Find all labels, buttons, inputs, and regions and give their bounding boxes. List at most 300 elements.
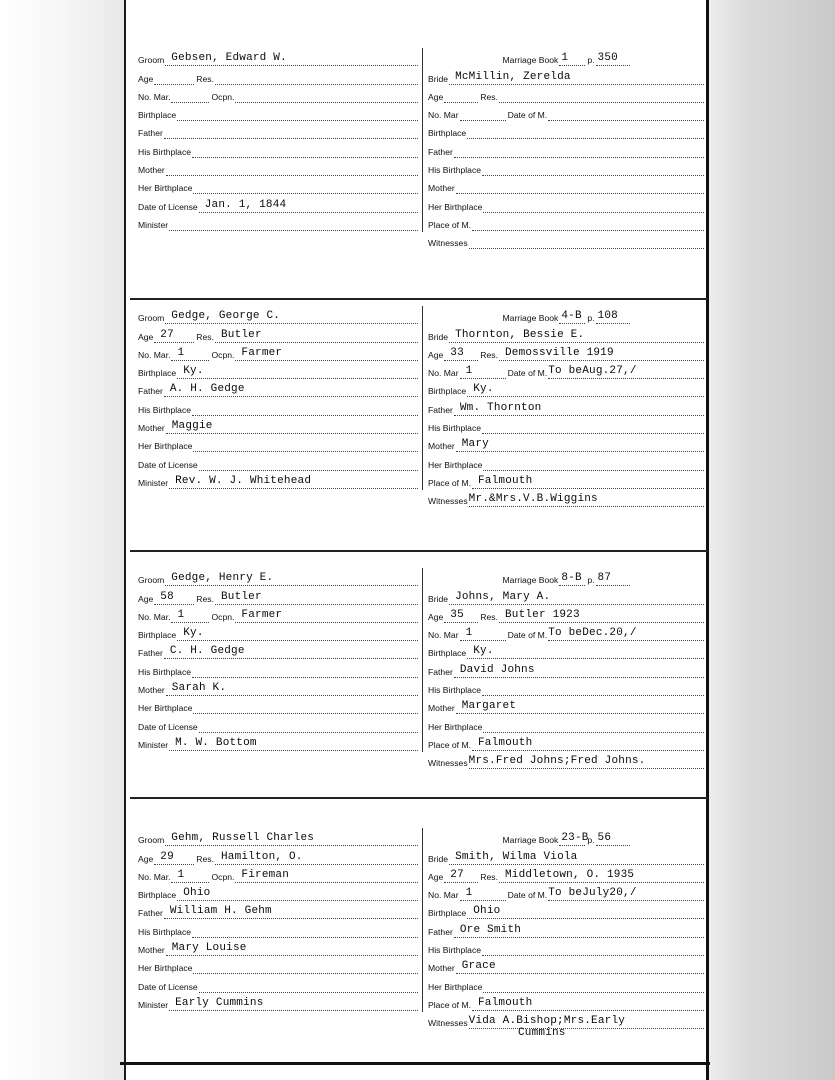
groom-mother-field (166, 683, 418, 696)
age-label: Age (428, 871, 444, 882)
groom-name-field (165, 311, 418, 324)
groom-his-birthplace-field (192, 665, 418, 678)
birthplace-label: Birthplace (428, 128, 467, 139)
date-of-m-field (548, 888, 704, 901)
license-row (138, 452, 420, 470)
groom-father-field (164, 906, 418, 919)
place-of-m-label: Place of M. (428, 999, 471, 1010)
res-label: Res. (480, 871, 498, 882)
ocpn-label: Ocpn. (211, 611, 235, 622)
her-birthplace-label: Her Birthplace (138, 963, 193, 974)
birthplace-label: Birthplace (428, 386, 467, 397)
column-rule (422, 48, 423, 232)
place-of-m-row (428, 993, 706, 1011)
father-row (138, 379, 420, 397)
groom-mother: Maggie (171, 420, 213, 433)
marriage-book-label: Marriage Book (502, 835, 559, 846)
age-res-row (138, 846, 420, 864)
nomar-ocpn-row (138, 85, 420, 103)
bride-age-field (444, 610, 478, 623)
bride-age: 27 (450, 868, 464, 881)
place-of-m-label: Place of M. (428, 219, 471, 230)
groom-no-mar: 1 (177, 868, 185, 881)
father-row (138, 641, 420, 659)
bride-name-field (449, 592, 704, 605)
bride-no-mar: 1 (465, 627, 473, 640)
bride-section (428, 828, 706, 1039)
bride-mother-row (428, 176, 706, 194)
father-label: Father (138, 386, 163, 397)
age-label: Age (428, 611, 444, 622)
his-birthplace-row (138, 397, 420, 415)
scan-left-margin (0, 0, 124, 1080)
mother-label: Mother (138, 685, 165, 696)
his-birthplace-label: His Birthplace (428, 945, 482, 956)
groom-section (138, 48, 420, 231)
bride-age-field (444, 870, 478, 883)
bride-name-field (449, 72, 704, 85)
page-right-edge (706, 0, 709, 1080)
ocpn-label: Ocpn. (211, 871, 235, 882)
his-birthplace-label: His Birthplace (138, 926, 192, 937)
bride-father-row (428, 659, 706, 677)
bride-his-birthplace-field (482, 421, 704, 434)
groom-father: C. H. Gedge (169, 645, 245, 658)
bride-name: Johns, Mary A. (455, 590, 551, 603)
groom-no-mar-field (171, 870, 209, 883)
bride-birthplace: Ky. (473, 645, 494, 658)
date-of-license-label: Date of License (138, 201, 198, 212)
bride-her-birthplace-row (428, 714, 706, 732)
bride-his-birthplace-row (428, 938, 706, 956)
place-of-m-label: Place of M. (428, 739, 471, 750)
bride-res-field (499, 870, 704, 883)
page-label: p. (587, 55, 595, 66)
groom-no-mar-field (171, 90, 209, 103)
bride-father-field (454, 145, 704, 158)
bride-label: Bride (428, 593, 449, 604)
her-birthplace-label: Her Birthplace (138, 183, 193, 194)
groom-ocpn-field (235, 610, 418, 623)
marriage-book-label: Marriage Book (502, 55, 559, 66)
bride-his-birthplace-row (428, 416, 706, 434)
bride-row (428, 846, 706, 864)
bride-row (428, 66, 706, 84)
bride-age-res-row (428, 605, 706, 623)
groom-birthplace: Ky. (183, 627, 204, 640)
mother-label: Mother (138, 165, 165, 176)
bride-father-row (428, 139, 706, 157)
her-birthplace-label: Her Birthplace (428, 981, 483, 992)
bride-mother-field (456, 961, 704, 974)
marriage-book-label: Marriage Book (502, 575, 559, 586)
his-birthplace-row (138, 659, 420, 677)
bride-his-birthplace-field (482, 163, 704, 176)
bride-birthplace-field (467, 646, 704, 659)
card-divider (130, 797, 708, 799)
minister: Rev. W. J. Whitehead (175, 474, 312, 487)
bride-her-birthplace-row (428, 452, 706, 470)
minister-label: Minister (138, 219, 169, 230)
date-of-license-field (199, 980, 418, 993)
groom-res: Butler (220, 590, 262, 603)
bride-father-row (428, 919, 706, 937)
bride-res: Middletown, O. 1935 (504, 868, 635, 881)
minister-field (169, 998, 418, 1011)
witnesses-label: Witnesses (428, 1018, 468, 1029)
groom-section (138, 306, 420, 489)
bride-name-field (449, 852, 704, 865)
bride-her-birthplace-row (428, 194, 706, 212)
place-of-m-label: Place of M. (428, 477, 471, 488)
minister-row (138, 993, 420, 1011)
minister-field (169, 218, 418, 231)
bride-his-birthplace-field (482, 683, 704, 696)
groom-name: Gedge, George C. (171, 310, 281, 323)
res-label: Res. (480, 91, 498, 102)
date-of-license-field (199, 720, 418, 733)
bride-label: Bride (428, 331, 449, 342)
book-field (559, 573, 585, 586)
book-field (559, 311, 585, 324)
groom-birthplace-field (177, 628, 418, 641)
groom-birthplace: Ky. (183, 365, 204, 378)
age-res-row (138, 586, 420, 604)
groom-father-field (164, 384, 418, 397)
groom-mother: Sarah K. (171, 682, 227, 695)
bride-age-field (444, 90, 478, 103)
bride-row (428, 324, 706, 342)
bride-no-mar-field (460, 108, 506, 121)
witnesses: Mrs.Fred Johns;Fred Johns. (468, 755, 646, 768)
book-number: 8-B (561, 572, 582, 585)
bride-no-mar: 1 (465, 887, 473, 900)
date-of-m-label: Date of M. (507, 368, 548, 379)
date-of-m-label: Date of M. (507, 110, 548, 121)
mother-row (138, 416, 420, 434)
father-label: Father (138, 128, 163, 139)
his-birthplace-row (138, 139, 420, 157)
page-number: 350 (597, 52, 618, 65)
groom-res-field (215, 72, 418, 85)
res-label: Res. (480, 611, 498, 622)
minister-field (169, 476, 418, 489)
date-of-license-label: Date of License (138, 459, 198, 470)
her-birthplace-row (138, 434, 420, 452)
marriage-book-row (428, 306, 706, 324)
bride-res: Butler 1923 (504, 608, 580, 621)
bride-father: Ore Smith (459, 923, 522, 936)
mother-label: Mother (138, 423, 165, 434)
witnesses-label: Witnesses (428, 758, 468, 769)
father-label: Father (428, 926, 453, 937)
her-birthplace-row (138, 176, 420, 194)
date-of-license-field (199, 458, 418, 471)
bride-birthplace-field (467, 126, 704, 139)
bride-her-birthplace-row (428, 974, 706, 992)
groom-label: Groom (138, 55, 165, 66)
father-row (138, 901, 420, 919)
bride-name-field (449, 330, 704, 343)
page-field (596, 311, 630, 324)
bride-section (428, 568, 706, 779)
bride-mother: Margaret (461, 700, 517, 713)
witnesses-row (428, 489, 706, 507)
bride-nomar-row (428, 883, 706, 901)
book-number: 4-B (561, 310, 582, 323)
bride-father-field (454, 665, 704, 678)
bride-mother: Grace (461, 960, 496, 973)
bride-birthplace: Ky. (473, 383, 494, 396)
bride-age: 33 (450, 346, 464, 359)
bride-father: David Johns (459, 663, 535, 676)
groom-age-field (154, 852, 194, 865)
book-number: 1 (561, 52, 569, 65)
age-res-row (138, 66, 420, 84)
date-of-m: To beJuly20,/ (548, 887, 637, 900)
place-of-m-row (428, 733, 706, 751)
birthplace-row (138, 361, 420, 379)
bride-birthplace-field (467, 384, 704, 397)
bride-birthplace-row (428, 379, 706, 397)
groom-ocpn-field (235, 90, 418, 103)
groom-row (138, 568, 420, 586)
minister-row (138, 733, 420, 751)
page-field (596, 53, 630, 66)
his-birthplace-label: His Birthplace (428, 685, 482, 696)
place-of-m-row (428, 471, 706, 489)
father-label: Father (428, 404, 453, 415)
res-label: Res. (480, 349, 498, 360)
bride-name: Thornton, Bessie E. (455, 328, 585, 341)
bride-her-birthplace-field (483, 980, 704, 993)
bride-mother-row (428, 434, 706, 452)
birthplace-label: Birthplace (138, 110, 177, 121)
bride-birthplace-row (428, 641, 706, 659)
groom-section (138, 828, 420, 1011)
place-of-m: Falmouth (478, 996, 533, 1009)
groom-mother-field (166, 163, 418, 176)
book-number: 23-B (561, 832, 589, 845)
witnesses-field (469, 1016, 704, 1029)
page-label: p. (587, 313, 595, 324)
bride-his-birthplace-field (482, 943, 704, 956)
date-of-m-label: Date of M. (507, 630, 548, 641)
groom-name: Gedge, Henry E. (171, 572, 274, 585)
license-row (138, 194, 420, 212)
bride-mother-field (456, 181, 704, 194)
book-field (559, 53, 585, 66)
his-birthplace-label: His Birthplace (138, 666, 192, 677)
birthplace-label: Birthplace (138, 630, 177, 641)
scan-right-margin (706, 0, 835, 1080)
nomar-ocpn-row (138, 343, 420, 361)
column-rule (422, 568, 423, 752)
groom-her-birthplace-field (193, 181, 418, 194)
bride-label: Bride (428, 73, 449, 84)
age-label: Age (428, 349, 444, 360)
birthplace-row (138, 103, 420, 121)
groom-age: 58 (160, 590, 174, 603)
groom-mother: Mary Louise (171, 942, 247, 955)
witnesses-cont-row (428, 249, 706, 259)
age-label: Age (138, 593, 154, 604)
bride-his-birthplace-row (428, 678, 706, 696)
groom-label: Groom (138, 835, 165, 846)
mother-label: Mother (428, 183, 455, 194)
groom-name-field (165, 833, 418, 846)
groom-res-field (215, 592, 418, 605)
bride-birthplace-row (428, 121, 706, 139)
groom-no-mar: 1 (177, 608, 185, 621)
witnesses-cont-row (428, 1029, 706, 1039)
mother-row (138, 678, 420, 696)
date-of-m-field (548, 366, 704, 379)
his-birthplace-label: His Birthplace (428, 165, 482, 176)
minister-field (169, 738, 418, 751)
witnesses-field (469, 756, 704, 769)
groom-no-mar: 1 (177, 346, 185, 359)
date-of-m: To beAug.27,/ (548, 365, 637, 378)
his-birthplace-label: His Birthplace (138, 146, 192, 157)
groom-age: 27 (160, 328, 174, 341)
groom-her-birthplace-field (193, 439, 418, 452)
page-field (596, 573, 630, 586)
groom-birthplace: Ohio (183, 887, 211, 900)
groom-birthplace-field (177, 366, 418, 379)
date-of-license-field (199, 200, 418, 213)
mother-label: Mother (138, 945, 165, 956)
father-label: Father (138, 908, 163, 919)
mother-row (138, 158, 420, 176)
bride-father-field (454, 925, 704, 938)
groom-res: Hamilton, O. (220, 850, 303, 863)
his-birthplace-label: His Birthplace (138, 404, 192, 415)
bride-section (428, 306, 706, 517)
groom-father: William H. Gehm (169, 905, 272, 918)
bride-res-field (499, 610, 704, 623)
birthplace-row (138, 883, 420, 901)
page-label: p. (587, 575, 595, 586)
card-divider (130, 298, 708, 300)
bride-birthplace-row (428, 901, 706, 919)
date-of-m-label: Date of M. (507, 890, 548, 901)
groom-ocpn-field (235, 348, 418, 361)
groom-no-mar-field (171, 348, 209, 361)
bride-res-field (499, 90, 704, 103)
groom-age-field (154, 72, 194, 85)
place-of-m-field (472, 998, 704, 1011)
minister-label: Minister (138, 477, 169, 488)
witnesses-cont-row (428, 507, 706, 517)
birthplace-label: Birthplace (138, 368, 177, 379)
witnesses-row (428, 231, 706, 249)
birthplace-row (138, 623, 420, 641)
witnesses-label: Witnesses (428, 496, 468, 507)
res-label: Res. (196, 593, 214, 604)
witnesses-continued: Cummins (518, 1027, 566, 1040)
date-of-m-field (548, 108, 704, 121)
groom-row (138, 306, 420, 324)
groom-label: Groom (138, 575, 165, 586)
page-number: 87 (597, 572, 612, 585)
bride-res-field (499, 348, 704, 361)
father-label: Father (428, 666, 453, 677)
bride-her-birthplace-field (483, 458, 704, 471)
groom-name: Gehm, Russell Charles (171, 832, 315, 845)
groom-mother-field (166, 943, 418, 956)
father-row (138, 121, 420, 139)
his-birthplace-row (138, 919, 420, 937)
bride-section (428, 48, 706, 259)
age-label: Age (428, 91, 444, 102)
her-birthplace-label: Her Birthplace (428, 721, 483, 732)
her-birthplace-label: Her Birthplace (138, 703, 193, 714)
res-label: Res. (196, 331, 214, 342)
no-mar-label: No. Mar (428, 630, 459, 641)
father-label: Father (138, 648, 163, 659)
groom-mother-field (166, 421, 418, 434)
marriage-book-label: Marriage Book (502, 313, 559, 324)
her-birthplace-label: Her Birthplace (428, 459, 483, 470)
page-bottom-edge (120, 1062, 710, 1065)
witnesses: Mr.&Mrs.V.B.Wiggins (468, 493, 598, 506)
his-birthplace-label: His Birthplace (428, 423, 482, 434)
bride-mother-field (456, 701, 704, 714)
license-row (138, 714, 420, 732)
groom-name-field (165, 53, 418, 66)
bride-age-res-row (428, 85, 706, 103)
place-of-m-field (472, 218, 704, 231)
groom-age-field (154, 592, 194, 605)
mother-row (138, 938, 420, 956)
witnesses-field (469, 236, 704, 249)
groom-res: Butler (220, 328, 262, 341)
bride-father: Wm. Thornton (459, 401, 542, 414)
no-mar-label: No. Mar. (138, 871, 171, 882)
page-left-edge (124, 0, 126, 1080)
no-mar-label: No. Mar. (138, 91, 171, 102)
place-of-m: Falmouth (478, 736, 533, 749)
no-mar-label: No. Mar. (138, 611, 171, 622)
no-mar-label: No. Mar. (138, 349, 171, 360)
mother-label: Mother (428, 963, 455, 974)
groom-name-field (165, 573, 418, 586)
mother-label: Mother (428, 441, 455, 452)
res-label: Res. (196, 73, 214, 84)
groom-her-birthplace-field (193, 701, 418, 714)
bride-res: Demossville 1919 (504, 346, 614, 359)
groom-his-birthplace-field (192, 925, 418, 938)
column-rule (422, 306, 423, 490)
bride-row (428, 586, 706, 604)
minister-label: Minister (138, 999, 169, 1010)
ocpn-label: Ocpn. (211, 91, 235, 102)
bride-nomar-row (428, 103, 706, 121)
bride-mother-field (456, 439, 704, 452)
groom-ocpn: Farmer (241, 608, 283, 621)
no-mar-label: No. Mar (428, 890, 459, 901)
column-rule (422, 828, 423, 1012)
nomar-ocpn-row (138, 605, 420, 623)
witnesses-field (469, 494, 704, 507)
page-number: 56 (597, 832, 612, 845)
her-birthplace-label: Her Birthplace (428, 201, 483, 212)
age-label: Age (138, 73, 154, 84)
bride-her-birthplace-field (483, 720, 704, 733)
groom-row (138, 828, 420, 846)
bride-no-mar-field (460, 628, 506, 641)
